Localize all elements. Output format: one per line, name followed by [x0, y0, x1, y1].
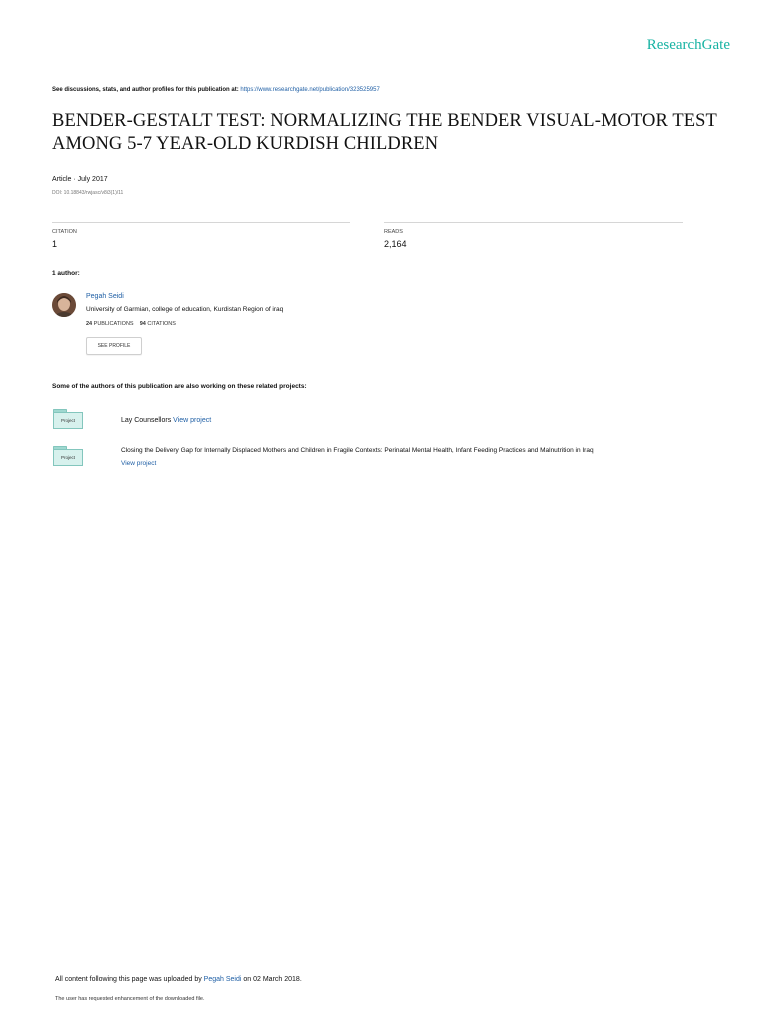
- upload-line: [55, 976, 302, 983]
- avatar-photo-icon: [52, 293, 76, 317]
- enhancement-note: The user has requested enhancement of the downloaded file.: [55, 996, 205, 1002]
- publication-url-link[interactable]: https://www.researchgate.net/publication/323525957: [240, 87, 380, 93]
- upload-prefix: All content following this page was uploaded by: [55, 976, 202, 983]
- discussion-line: [52, 87, 380, 93]
- publications-count: 24: [86, 321, 93, 327]
- citation-label: CITATION: [52, 229, 77, 235]
- project-item: [121, 414, 721, 427]
- view-project-link[interactable]: View project: [121, 460, 157, 467]
- doi-text: DOI: 10.18843/rwjasc/v8i3(1)/11: [52, 190, 124, 196]
- divider-left: [52, 222, 350, 223]
- project-title: Lay Counsellors: [121, 417, 172, 424]
- project-folder-icon[interactable]: [53, 409, 83, 429]
- related-projects-header: Some of the authors of this publication are also working on these related projects:: [52, 383, 307, 390]
- citation-count: 1: [52, 239, 58, 249]
- divider-right: [384, 222, 683, 223]
- upload-suffix: on 02 March 2018.: [243, 976, 302, 983]
- uploader-link[interactable]: Pegah Seidi: [203, 976, 242, 983]
- author-avatar[interactable]: [52, 293, 76, 317]
- project-folder-icon[interactable]: [53, 446, 83, 466]
- project-title: Closing the Delivery Gap for Internally Displaced Mothers and Children in Fragile Contexts: Perinatal Mental Health, Infant Feeding Practices and Malnutrition in Iraq: [121, 447, 594, 454]
- author-affiliation: University of Garmian, college of education, Kurdistan Region of iraq: [86, 306, 284, 313]
- article-meta: Article · July 2017: [52, 176, 108, 183]
- title-line-1: BENDER-GESTALT TEST: NORMALIZING THE BENDER VISUAL-MOTOR TEST: [52, 111, 717, 131]
- reads-label: READS: [384, 229, 403, 235]
- view-project-link[interactable]: View project: [173, 417, 212, 424]
- author-name-link[interactable]: Pegah Seidi: [86, 293, 124, 300]
- authors-header: 1 author:: [52, 270, 80, 277]
- folder-label: Project: [60, 418, 75, 423]
- discussion-prefix: See discussions, stats, and author profiles for this publication at:: [52, 87, 239, 93]
- reads-count: 2,164: [384, 239, 407, 249]
- publications-label: PUBLICATIONS: [93, 321, 134, 327]
- title-line-2: AMONG 5-7 YEAR-OLD KURDISH CHILDREN: [52, 134, 439, 154]
- see-profile-button[interactable]: SEE PROFILE: [86, 337, 142, 355]
- citations-count: 94: [139, 321, 146, 327]
- publication-title: [52, 110, 732, 156]
- project-item: [121, 444, 721, 470]
- author-counts: [86, 321, 176, 327]
- citations-label: CITATIONS: [147, 321, 176, 327]
- researchgate-logo[interactable]: ResearchGate: [646, 37, 730, 53]
- folder-label: Project: [60, 455, 75, 460]
